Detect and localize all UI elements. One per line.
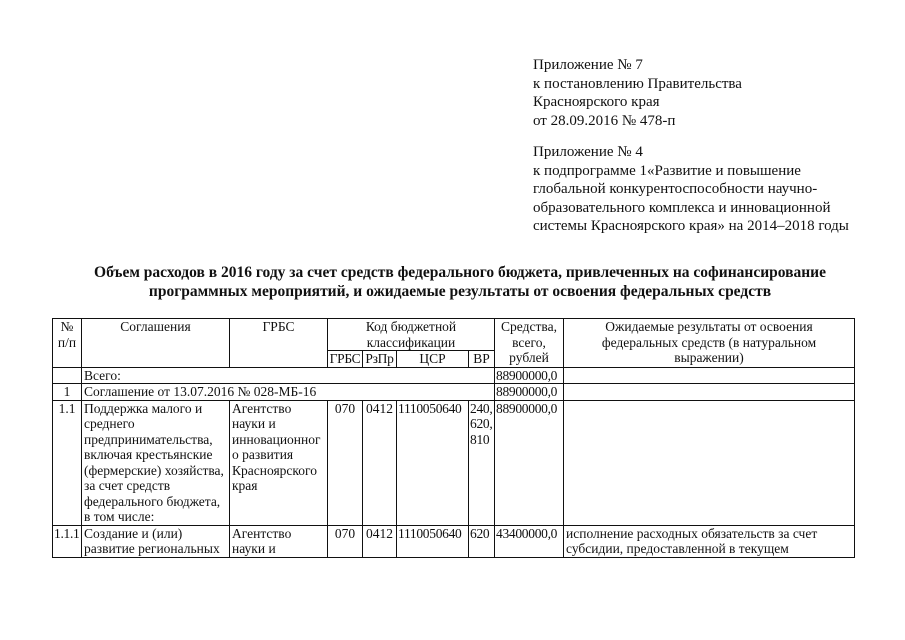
row-name: Поддержка малого и среднего предпринимательства, включая крестьянские (фермерские) хозяйства, за счет средств федерального бюджета, в том числе: bbox=[82, 400, 230, 525]
total-num-cell bbox=[53, 367, 82, 384]
row-num: 1.1.1 bbox=[53, 525, 82, 557]
row-amount: 43400000,0 bbox=[495, 525, 564, 557]
row-result: исполнение расходных обязательств за счет субсидии, предоставленной в текущем bbox=[564, 525, 855, 557]
row-rzpr: 0412 bbox=[363, 400, 397, 525]
row-csr: 1110050640 bbox=[397, 400, 469, 525]
total-result-cell bbox=[564, 367, 855, 384]
row-vr: 240, 620, 810 bbox=[469, 400, 495, 525]
appendix-4-line: образовательного комплекса и инновационной bbox=[533, 199, 831, 216]
row-name: Создание и (или) развитие региональных bbox=[82, 525, 230, 557]
appendix-7-line: Красноярского края bbox=[533, 94, 660, 110]
total-label: Всего: bbox=[82, 367, 495, 384]
header-num: № п/п bbox=[53, 319, 82, 368]
title-line-2: программных мероприятий, и ожидаемые результаты от освоения федеральных средств bbox=[148, 283, 772, 300]
table-row bbox=[53, 400, 855, 525]
title-line-1: Объем расходов в 2016 году за счет средств федерального бюджета, привлеченных на софинансирование bbox=[94, 264, 826, 281]
header-csr: ЦСР bbox=[397, 351, 469, 368]
row-grbs: Агентство науки и инновационного развития Красноярского края bbox=[230, 400, 328, 525]
document-title bbox=[60, 263, 860, 301]
row-amount: 88900000,0 bbox=[495, 400, 564, 525]
appendix-7-header bbox=[533, 56, 873, 130]
header-funds: Средства, всего, рублей bbox=[495, 319, 564, 368]
row-grbs-code: 070 bbox=[328, 525, 363, 557]
appendix-4-line: Приложение № 4 bbox=[533, 144, 643, 160]
agreement-amount: 88900000,0 bbox=[495, 384, 564, 401]
table-row bbox=[53, 525, 855, 557]
row-csr: 1110050640 bbox=[397, 525, 469, 557]
appendix-7-line: от 28.09.2016 № 478-п bbox=[533, 112, 676, 129]
appendix-4-header bbox=[533, 143, 873, 236]
row-grbs: Агентство науки и bbox=[230, 525, 328, 557]
header-grbs-code: ГРБС bbox=[328, 351, 363, 368]
expenses-table bbox=[52, 318, 855, 558]
header-vr: ВР bbox=[469, 351, 495, 368]
row-vr: 620 bbox=[469, 525, 495, 557]
appendix-7-line: Приложение № 7 bbox=[533, 57, 643, 73]
appendix-4-line: глобальной конкурентоспособности научно- bbox=[533, 181, 818, 197]
header-agreements: Соглашения bbox=[82, 319, 230, 368]
agreement-num: 1 bbox=[53, 384, 82, 401]
total-amount: 88900000,0 bbox=[495, 367, 564, 384]
header-results: Ожидаемые результаты от освоения федеральных средств (в натуральном выражении) bbox=[564, 319, 855, 368]
row-grbs-code: 070 bbox=[328, 400, 363, 525]
appendix-7-line: к постановлению Правительства bbox=[533, 75, 742, 92]
agreement-label: Соглашение от 13.07.2016 № 028-МБ-16 bbox=[82, 384, 495, 401]
row-result bbox=[564, 400, 855, 525]
header-rzpr: РзПр bbox=[363, 351, 397, 368]
appendix-4-line: к подпрограмме 1«Развитие и повышение bbox=[533, 162, 801, 179]
agreement-row bbox=[53, 384, 855, 401]
total-row bbox=[53, 367, 855, 384]
header-budget-code: Код бюджетной классификации bbox=[328, 319, 495, 351]
table-header-row bbox=[53, 319, 855, 351]
row-num: 1.1 bbox=[53, 400, 82, 525]
row-rzpr: 0412 bbox=[363, 525, 397, 557]
agreement-result-cell bbox=[564, 384, 855, 401]
appendix-4-line: системы Красноярского края» на 2014–2018 годы bbox=[533, 218, 849, 234]
header-grbs: ГРБС bbox=[230, 319, 328, 368]
